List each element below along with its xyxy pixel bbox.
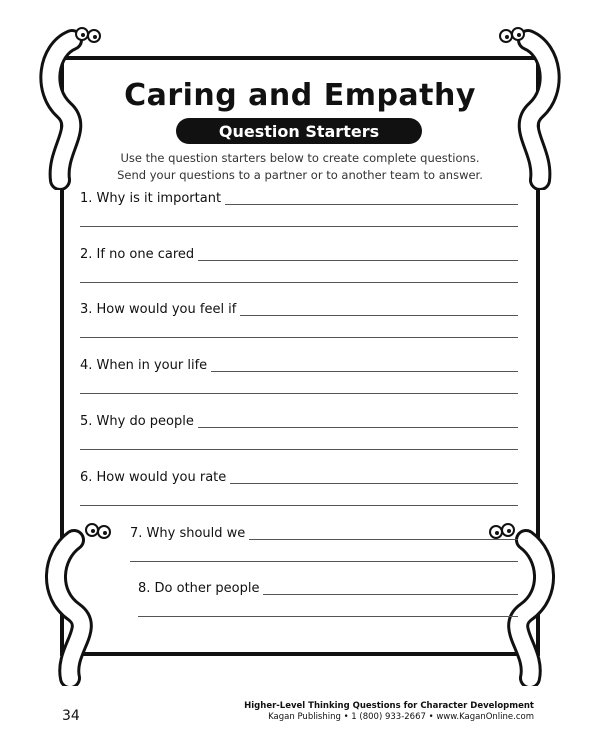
question-item (80, 302, 518, 354)
question-item (80, 470, 518, 522)
page-number: 34 (62, 708, 80, 724)
question-starter: 7. Why should we (130, 526, 249, 542)
question-starter: 5. Why do people (80, 414, 198, 430)
question-starter: 2. If no one cared (80, 247, 198, 263)
footer-credits (244, 701, 534, 723)
instructions-line: Use the question starters below to create complete questions. (120, 151, 480, 165)
question-starter: 1. Why is it important (80, 191, 225, 207)
instructions-line: Send your questions to a partner or to another team to answer. (117, 168, 483, 182)
book-title: Higher-Level Thinking Questions for Character Development (244, 701, 534, 711)
answer-line (138, 616, 518, 617)
answer-line (130, 561, 518, 562)
question-starter: 8. Do other people (138, 581, 263, 597)
page-title: Caring and Empathy (124, 78, 476, 113)
subtitle-text: Question Starters (218, 121, 380, 141)
publisher-line: Kagan Publishing • 1 (800) 933-2667 • www.KaganOnline.com (268, 712, 534, 722)
worm-illustration-bottom-left (34, 516, 124, 686)
question-item (130, 526, 518, 578)
answer-line (80, 282, 518, 283)
question-item (80, 414, 518, 466)
answer-line (80, 226, 518, 227)
answer-line (80, 449, 518, 450)
answer-line (80, 393, 518, 394)
question-item (138, 581, 518, 633)
question-starter: 4. When in your life (80, 358, 211, 374)
question-starter: 3. How would you feel if (80, 302, 240, 318)
subtitle-banner (176, 118, 422, 144)
answer-line (80, 337, 518, 338)
instructions (70, 150, 530, 184)
answer-line (80, 505, 518, 506)
question-item (80, 247, 518, 299)
question-starter: 6. How would you rate (80, 470, 230, 486)
question-item (80, 358, 518, 410)
question-item (80, 191, 518, 243)
